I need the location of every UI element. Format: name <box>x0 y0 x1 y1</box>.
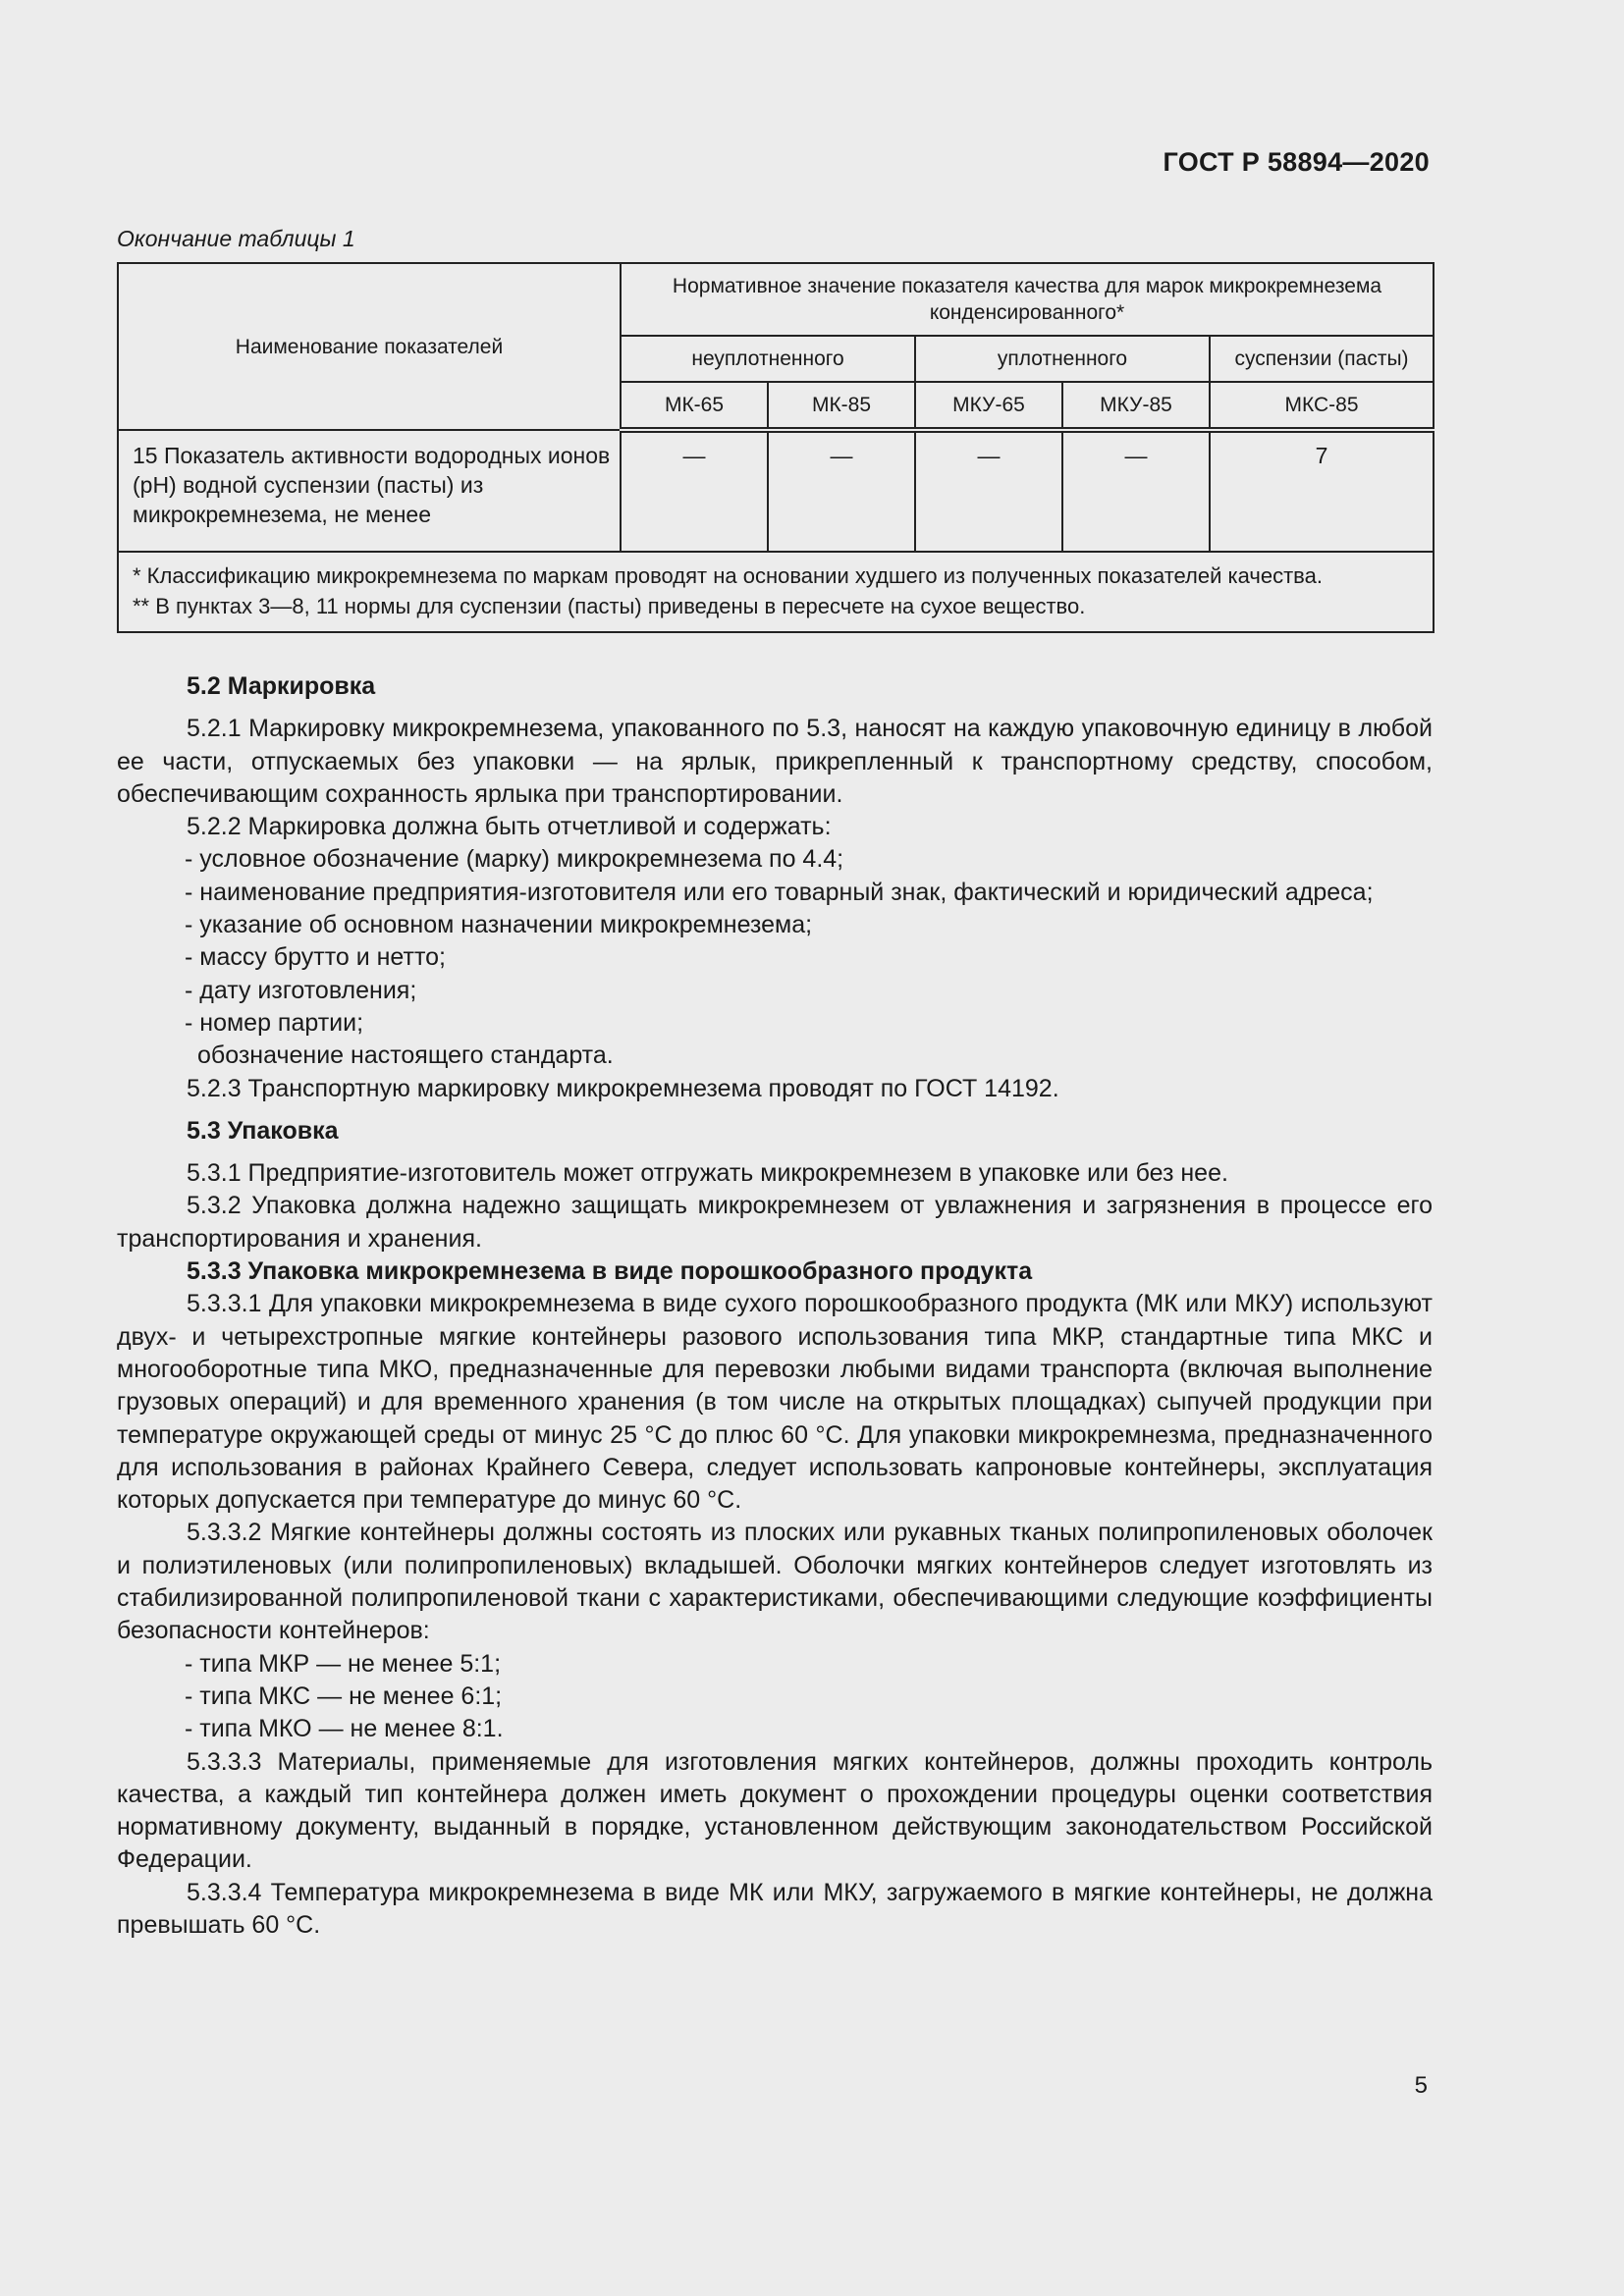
col-header-name: Наименование показателей <box>118 263 621 430</box>
table-notes-row <box>118 552 1434 632</box>
row-name: 15 Показатель активности водородных ионов (pH) водной суспензии (пасты) из микрокремнезема, не менее <box>118 430 621 552</box>
paragraph: 5.3.2 Упаковка должна надежно защищать микрокремнезем от увлажнения и загрязнения в процессе его транспортирования и хранения. <box>117 1192 1433 1253</box>
list-item: - массу брутто и нетто; <box>185 943 446 972</box>
group-header: неуплотненного <box>621 336 915 382</box>
list-item: - номер партии; <box>185 1008 364 1037</box>
document-body <box>117 670 1433 1942</box>
table-cell: — <box>768 430 915 552</box>
paragraph: 5.2.3 Транспортную маркировку микрокремнезема проводят по ГОСТ 14192. <box>187 1074 1059 1102</box>
subsection-heading: 5.3.3 Упаковка микрокремнезема в виде порошкообразного продукта <box>187 1257 1033 1286</box>
table-cell: — <box>915 430 1062 552</box>
list-item: - типа МКС — не менее 6:1; <box>185 1682 503 1710</box>
table-cell: 7 <box>1210 430 1434 552</box>
list-item: - дату изготовления; <box>185 976 417 1004</box>
section-heading: 5.3 Упаковка <box>187 1116 339 1145</box>
paragraph: 5.2.1 Маркировку микрокремнезема, упакованного по 5.3, наносят на каждую упаковочную единицу в любой ее части, отпускаемых без упаковки — на ярлык, прикрепленный к транспортному средству, способом, обеспечивающим сохранность ярлыка при транспортировании. <box>117 715 1433 808</box>
list-item: - условное обозначение (марку) микрокремнезема по 4.4; <box>185 845 844 874</box>
list-item: - указание об основном назначении микрокремнезема; <box>185 911 813 939</box>
table-notes <box>118 552 1434 632</box>
grade-header: МКС-85 <box>1210 382 1434 430</box>
paragraph: 5.3.3.1 Для упаковки микрокремнезема в виде сухого порошкообразного продукта (МК или МКУ) используют двух- и четырехстропные мягкие контейнеры разового использования типа МКР, стандартные типа МКС и многооборотные типа МКО, предназначенные для перевозки любыми видами транспорта (включая выполнение грузовых операций) и для временного хранения (в том числе на открытых площадках) сыпучей продукции при температуре окружающей среды от минус 25 °С до плюс 60 °С. Для упаковки микрокремнезма, предназначенного для использования в районах Крайнего Севера, следует использовать капроновые контейнеры, эксплуатация которых допускается при температуре до минус 60 °С. <box>117 1290 1433 1515</box>
table-row <box>118 430 1434 552</box>
section-heading: 5.2 Маркировка <box>187 672 376 700</box>
document-header: ГОСТ Р 58894—2020 <box>1163 147 1430 177</box>
table-note: * Классификацию микрокремнезема по маркам проводят на основании худшего из полученных показателей качества. <box>133 563 1323 588</box>
grade-header: МК-65 <box>621 382 768 430</box>
group-header: уплотненного <box>915 336 1210 382</box>
page-number: 5 <box>1414 2072 1428 2099</box>
table-cell: — <box>621 430 768 552</box>
paragraph: 5.3.3.3 Материалы, применяемые для изготовления мягких контейнеров, должны проходить контроль качества, а каждый тип контейнера должен иметь документ о прохождении процедуры оценки соответствия нормативному документу, выданный в порядке, установленном действующим законодательством Российской Федерации. <box>117 1747 1433 1874</box>
group-header: суспензии (пасты) <box>1210 336 1434 382</box>
table-note: ** В пунктах 3—8, 11 нормы для суспензии (пасты) приведены в пересчете на сухое вещество. <box>133 594 1086 618</box>
paragraph: 5.3.3.4 Температура микрокремнезема в виде МК или МКУ, загружаемого в мягкие контейнеры, не должна превышать 60 °С. <box>117 1878 1433 1939</box>
table-caption: Окончание таблицы 1 <box>117 226 355 251</box>
grade-header: МКУ-65 <box>915 382 1062 430</box>
list-item: - наименование предприятия-изготовителя или его товарный знак, фактический и юридический адреса; <box>185 878 1374 906</box>
quality-table <box>117 262 1435 633</box>
paragraph: 5.3.3.2 Мягкие контейнеры должны состоять из плоских или рукавных тканых полипропиленовых оболочек и полиэтиленовых (или полипропиленовых) вкладышей. Оболочки мягких контейнеров следует изготовлять из стабилизированной полипропиленовой ткани с характеристиками, обеспечивающими следующие коэффициенты безопасности контейнеров: <box>117 1519 1433 1645</box>
grade-header: МКУ-85 <box>1062 382 1210 430</box>
paragraph: 5.2.2 Маркировка должна быть отчетливой и содержать: <box>187 813 832 841</box>
col-header-normative: Нормативное значение показателя качества для марок микрокремнезема конденсированного* <box>621 263 1434 336</box>
grade-header: МК-85 <box>768 382 915 430</box>
list-item: - типа МКР — не менее 5:1; <box>185 1649 502 1678</box>
list-item: - типа МКО — не менее 8:1. <box>185 1715 504 1743</box>
table-cell: — <box>1062 430 1210 552</box>
paragraph: 5.3.1 Предприятие-изготовитель может отгружать микрокремнезем в упаковке или без нее. <box>187 1159 1228 1188</box>
list-item: обозначение настоящего стандарта. <box>197 1041 614 1070</box>
